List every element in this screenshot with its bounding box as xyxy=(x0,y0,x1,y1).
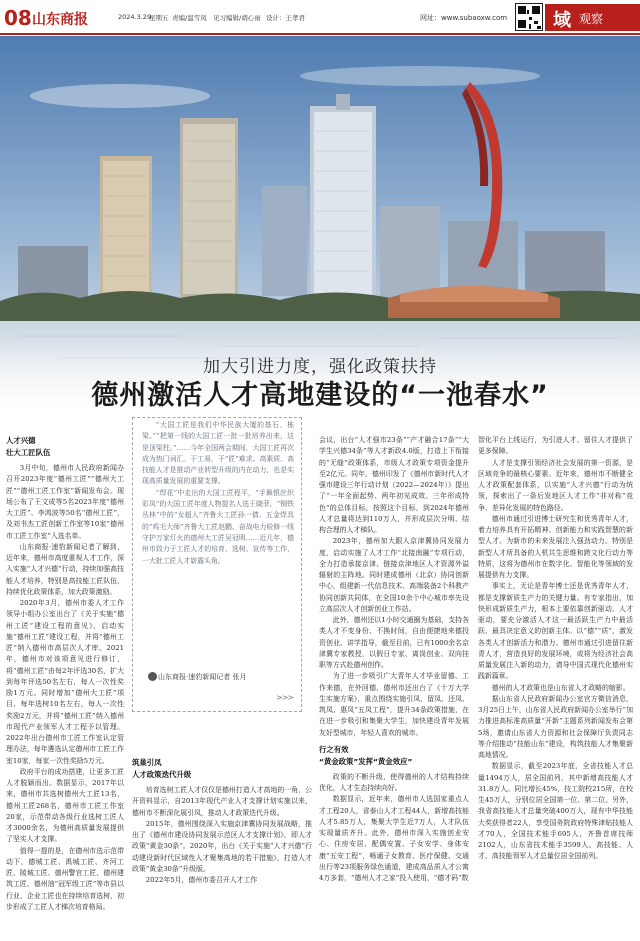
section-tag xyxy=(545,4,640,31)
article-column-1 xyxy=(6,435,124,913)
paragraph: 政府平台的成功搭建，让更多工匠人才脱颖而出。数据显示，2017年以来，德州市共选树德州大工匠13名，德州工匠268名，德州市工匠工作室20家，示范带动各级行业选树工匠人才3000余名，为德州高质量发展提供了坚实人才支撑。 xyxy=(6,767,124,844)
camera-icon xyxy=(148,672,157,681)
section-heading: “黄金政策”发挥“黄金效应” xyxy=(319,756,413,766)
section-heading: 壮大工匠队伍 xyxy=(6,448,51,457)
paragraph: 智化平台上线运行，为引进人才、留住人才提供了更多保障。 xyxy=(478,436,633,456)
paragraph: 此外，德州还以1小时交通圈为基础，支持各类人才不变身份、不换时间，自由便捷地来德投资创业、讲学指导，截至目前，已有1000余名京津冀专家教授，以假日专家、离岗创业、双向挂职等方式赴德州创作。 xyxy=(319,616,469,669)
paper-name: 山东商报 xyxy=(32,12,88,28)
paragraph: 政策的不断升级，使得德州的人才结构持续优化，人才生态持续向好。 xyxy=(319,772,469,792)
paragraph: 事实上，无论是青年博士还是优秀青年人才，都是支撑新质生产力的关键力量。有专家指出，加快形成新质生产力，根本上要依靠创新驱动、人才驱动，要充分激活人才这一最活跃生产力中最活跃、最具决定意义的创新主体。以“德”“质”，激发各类人才创新活力和潜力。德州市通过引进留住新青人才，营造良好的发展环境，或将为经济社会高质量发展注入新的动力，请导中国式现代化德州实践新篇章。 xyxy=(478,582,633,681)
article-column-4 xyxy=(478,435,633,863)
pull-quote xyxy=(142,420,294,567)
continue-arrows-icon: >>> xyxy=(276,693,294,702)
paragraph: 人才是支撑引领经济社会发展的第一资源，是区域竞争的最核心要素。近年来，德州市不断健全人才政策配套体系，以实施“人才兴德”行动为统领，探索出了一条后发地区人才工作“非对称”竞争、差异化发展的特色路径。 xyxy=(478,458,633,512)
article-column-2 xyxy=(132,757,312,886)
website-url: 网址：www.subaoxw.com xyxy=(420,14,508,22)
section-heading: 行之有效 xyxy=(319,744,349,754)
paragraph: 2022年5月，德州市委召开人才工作 xyxy=(145,876,258,884)
header-rule xyxy=(0,33,640,35)
paragraph: 为了进一步吸引广大青年人才毕业留德、工作来德，在外回德，德州市还出台了《十万大学生实施方案》，重点围绕实施引凤、留凤、还凤、筑凤、惠凤“五凤工程”，提升34条政策措施，在在进一步吸引和集聚大学生，加快建设青年发展友好型城市，年轻人喜欢的城市。 xyxy=(319,672,469,737)
paragraph: 2020年3月，德州市委人才工作领导小组办公室出台了《关于实施“德州工匠”建设工程的意见》，启动实施“德州工匠”建设工程，并将“德州工匠”纳入德州市高层次人才库。2021年，德州市对该项意见进行修订，将“德州工匠”由每2年评选30名，扩大到每年评选50名左右，每人一次性奖励1万元。同时增加“德州大工匠”项目，每年选树10名左右，每人一次性奖励2万元，并将“德州工匠”纳入德州市现代产业领军人才工程予以管理。2022年出台德州市工匠工作室认定管理办法，每年遴选认定德州市工匠工作室10家，每家一次性奖励5万元。 xyxy=(6,599,124,765)
section-heading: 人才政策迭代升级 xyxy=(132,770,192,779)
quote-paragraph: “大国工匠是我们中华民族大厦的基石、栋梁。”“把第一线的大国工匠一批一批培养出来，这是顶梁柱。”……今年全国两会期间，大国工匠再次成为热门词汇。干工易，干“匠”难求。高素质、高技能人才是推动产业转型升级的内在动力，也是实现高质量发展的重要支撑。 xyxy=(142,421,294,486)
paragraph: 数据显示，截至2023年底，全省技能人才总量1494万人，居全国前列，其中新增高技能人才31.8万人。同比增长45%，技工院校215所，在校生45万人，分别位居全国第一位、第二位。另外，我省高技能人才总量突破400万人，现有中华技能大奖获得者22人，享受国务院政府特殊津贴技能人才70人，全国技术能手695人，齐鲁首席技师2102人，山东省技术能手3599人。高技能、人才、高技能领军人才总量位居全国前列。 xyxy=(478,762,633,861)
paragraph: 值得一提的是，在德州市选示范带动下，德城工匠、禹城工匠、齐河工匠、陵城工匠、德州警官工匠、德州建筑工匠、德州油“冠军级工匠”等市县以行业、企业工匠也在持续培育选树，初步形成了工匠人才梯次培育格局。 xyxy=(6,846,124,911)
paragraph: 2015年，德州围绕深入实施京津冀协同发展战略，推出了《德州市建设协同发展示范区人才支撑计划》，即人才政策“黄金30条”。2020年，出台《关于实施“人才兴德”行动建设新时代区域性人才聚集高地的若干措施》，打造人才政策“黄金30条”升级版。 xyxy=(132,819,312,873)
editor-credit: /胡心雨 xyxy=(239,14,261,22)
qr-code xyxy=(515,3,543,31)
paragraph: 德州的人才政策也是山东省人才政略的缩影。 xyxy=(491,683,630,692)
editor-credit: 见习编辑 xyxy=(213,14,239,22)
paragraph: 培育选树工匠人才仅仅是德州打造人才高地的一角，公开资料显示，自2013年现代产业人才支撑计划实施以来，德州市不断深化展引凤，推动人才政策迭代升级。 xyxy=(132,786,312,817)
section-name: 观察 xyxy=(579,12,604,26)
section-char: 域 xyxy=(553,10,571,31)
page-number: 08 xyxy=(4,6,32,30)
paragraph: 山东商报·速豹新闻记者了解到，近年来，德州市高度重视人才工作，深入实施“人才兴德”行动，持续加强高技能人才培养，特别是高技能工匠队伍，持续优化政策体系，加大政策激励。 xyxy=(6,542,124,596)
paragraph: 3月中旬，德州市人民政府新闻办召开2023年度“德州工匠”“德州大工匠”“德州工匠工作室”新闻发布会。现场公布了王文成等5名2023年度“德州大工匠”、李鸿波等50名“德州工匠”，及刘书杰工匠创新工作室等10家“德州市工匠工作室”入选名单。 xyxy=(6,464,124,540)
masthead xyxy=(0,0,640,36)
reporter-credit: 山东商报·速豹新闻记者 张月 xyxy=(158,673,247,681)
paragraph: 会议，出台“人才强市23条”“产才融合17条”“大学生兴德34条”等人才新政4.0版，打造上下衔接的“无缝”政策体系，市级人才政策专项资金提升至2亿元。同年，德州印发了《德州市新时代人才强市建设三年行动计划（2022—2024年）》提出了“一年全面起势、两年初见成效、三年形成特色”的总体目标，按照这个目标，到2024年德州人才总量将达到110万人，并形成层次分明、结构合理的人才梯队。 xyxy=(319,436,469,534)
issue-weekday: 星期五 xyxy=(149,14,169,22)
section-heading: 人才兴德 xyxy=(6,436,36,445)
paragraph: 数据显示，近年来，德州市人选国家重点人才工程20人，省泰山人才工程44人，新增高技能人才5.85万人，集聚大学生近7万人，人才队伍实现量质齐升。此外，德州市深入实施创业安心、住房安居、配偶安置、子女安学、身体安康“五安工程”，畅通子女教育、医疗保健、交通出行等23项服务绿色通道，建成高品质人才公寓4万多套，“德州人才之家”投入使用，“德才码”数 xyxy=(319,795,469,882)
paragraph: 德州市通过引进博士研究生和优秀青年人才，着力培养具有开拓精神、创新能力和实践智慧的新型人才。为新市的未来发展注入强劲动力。特别是新型人才所具备的人机共生思维和跨文化行动力等特质，这将为德州市在数字化、智能化等领域的发展提供有力支撑。 xyxy=(478,514,633,579)
article-column-3 xyxy=(319,435,469,884)
designer-credit: 设计：王孝君 xyxy=(266,14,305,22)
article-subheadline: 加大引进力度，强化政策扶持 xyxy=(203,357,437,377)
quote-paragraph: “焊花”中走出的大国工匠程平，“手舞银丝织彩凤”的大国工匠年度人物提名人选王晓菲，“钢铁丛林”中的“女超人”齐鲁大工匠孙一倩、五金焊具的“鸡毛大师”齐鲁大工匠赵鹏、奋战电力检修一线守护万家灯火的德州大工匠吴冠明……近几年，德州市致力于工匠人才的培育、选树、宣传等工作，一大批工匠人才崭露头角。 xyxy=(142,488,294,565)
editor-credit: 责编/温雪凤 xyxy=(172,14,207,22)
issue-date: 2024.3.29 xyxy=(118,13,152,21)
article-headline: 德州激活人才高地建设的“一池春水” xyxy=(91,380,549,411)
paragraph: 2023年，德州加大跟人京津冀协同发展力度，启动实施了人才工作“北接南融”专项行动，全力打造承接京津、链接京津地区人才资源外溢辐射的主阵地。同时建成德州（北京）协同创新中心，组建新一代信息技术、高端装备2个科教产协同创新共同体，在全国10余个中心城市率先设立高层次人才创新创业工作站。 xyxy=(319,537,469,613)
paragraph: 据山东省人民政府新闻办公室官方微信消息，3月25日上午，山东省人民政府新闻办公室举行“加力推进高标准高质量“开新”主题系列新闻发布会第5场，邀请山东省人力资源和社会保障厅负责同志等介绍推动“技能山东”建设，构筑技能人才集聚新高地情况。 xyxy=(478,694,633,759)
section-heading: 筑巢引凤 xyxy=(132,758,162,767)
